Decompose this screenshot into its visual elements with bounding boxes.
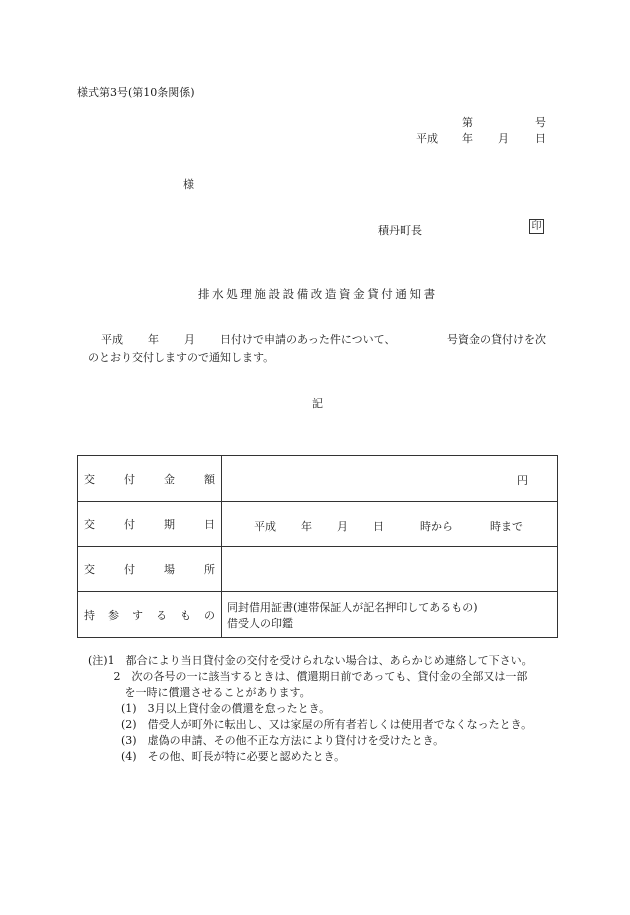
body-text-2: 号資金の貸付けを次 — [447, 333, 546, 346]
label-char: 付 — [124, 472, 135, 486]
body-line-2: のとおり交付しますので通知します。 — [88, 351, 275, 364]
body-month: 月 — [184, 333, 195, 346]
label-char: 日 — [204, 518, 215, 531]
details-table — [77, 455, 558, 638]
label-items — [78, 592, 222, 637]
label-char: 期 — [164, 518, 175, 531]
period-year: 年 — [301, 520, 312, 533]
period-era: 平成 — [254, 520, 276, 533]
issuer: 積丹町長 — [378, 224, 422, 237]
note-line: (2) 借受人が町外に転出し、又は家屋の所有者若しくは使用者でなくなったとき。 — [88, 718, 533, 731]
period-from: 時から — [420, 520, 453, 533]
label-char: 付 — [124, 563, 135, 576]
body-era: 平成 — [101, 333, 123, 346]
note-line: 2 次の各号の一に該当するときは、償還期日前であっても、貸付金の全部又は一部 — [88, 670, 528, 683]
date-era: 平成 — [416, 132, 438, 145]
notes-block — [88, 652, 568, 762]
label-char: 交 — [84, 518, 95, 531]
doc-number-go: 号 — [535, 116, 546, 129]
date-day: 日 — [535, 132, 546, 145]
date-year: 年 — [462, 132, 473, 145]
label-period — [78, 502, 222, 546]
items-value-1: 同封借用証書(連帯保証人が記名押印してあるもの) — [227, 601, 478, 614]
label-char: 所 — [204, 563, 215, 576]
label-char: 交 — [84, 472, 95, 486]
items-value-2: 借受人の印鑑 — [227, 617, 293, 630]
label-char: 付 — [124, 518, 135, 531]
label-amount — [78, 456, 222, 501]
addressee-suffix: 様 — [183, 178, 194, 191]
form-id: 様式第3号(第10条関係) — [77, 86, 195, 99]
note-line: (4) その他、町長が特に必要と認めたとき。 — [88, 750, 346, 763]
table-row-items — [78, 591, 557, 637]
note-line: (1) 3月以上貸付金の償還を怠ったとき。 — [88, 702, 331, 715]
document-title: 排水処理施設設備改造資金貸付通知書 — [198, 287, 438, 301]
table-row-place — [78, 546, 557, 591]
label-char: も — [180, 608, 191, 622]
note-line: (注)1 都合により当日貸付金の交付を受けられない場合は、あらかじめ連絡して下さい。 — [88, 654, 533, 667]
label-char: 額 — [204, 472, 215, 486]
label-char: 持 — [84, 608, 95, 622]
body-year: 年 — [148, 333, 159, 346]
label-char: 金 — [164, 472, 175, 486]
label-char: 参 — [108, 608, 119, 622]
period-day: 日 — [373, 520, 384, 533]
period-month: 月 — [337, 520, 348, 533]
table-row-amount — [78, 456, 557, 501]
body-text-1: 日付けで申請のあった件について、 — [220, 333, 396, 346]
period-to: 時まで — [490, 520, 523, 533]
date-month: 月 — [498, 132, 509, 145]
amount-unit: 円 — [517, 474, 528, 487]
label-char: 場 — [164, 563, 175, 576]
label-char: る — [156, 608, 167, 622]
label-char: の — [204, 608, 215, 622]
doc-number-dai: 第 — [462, 116, 473, 129]
label-place — [78, 547, 222, 591]
note-line: (3) 虚偽の申請、その他不正な方法により貸付けを受けたとき。 — [88, 734, 445, 747]
table-row-period — [78, 501, 557, 546]
seal-mark: 印 — [529, 219, 544, 234]
label-char: す — [132, 608, 143, 622]
note-line: を一時に償還させることがあります。 — [88, 686, 311, 699]
label-char: 交 — [84, 563, 95, 576]
ki-heading: 記 — [312, 397, 323, 410]
